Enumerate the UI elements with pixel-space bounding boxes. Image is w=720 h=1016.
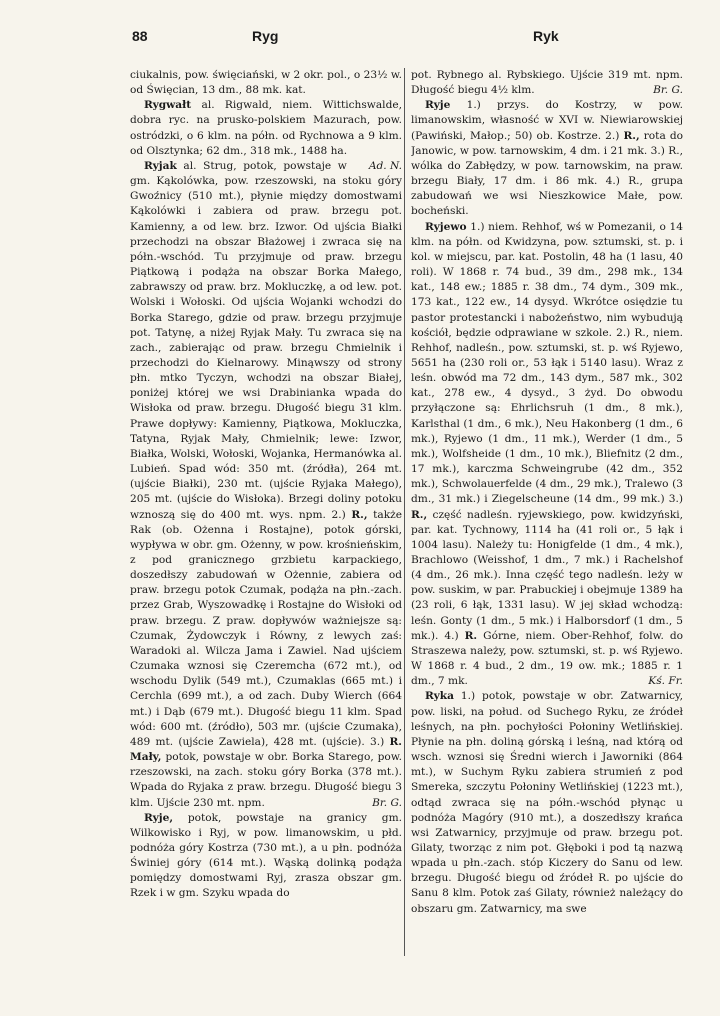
entry-author: Br. G.: [653, 84, 683, 97]
column-divider: [404, 68, 405, 956]
entry-ryjak: [130, 159, 402, 811]
entry-headword: R.,: [351, 508, 368, 521]
entry-text: al. Rigwald, niem. Wittichswalde, dobra ryc. na prusko-polskiem Mazurach, pow. ostródzki, o 6 klm. na półn. od Rychnowa a 9 klm. od Olsztynka; 62 dm., 318 mk., 1488 ha.: [130, 99, 402, 157]
entry-text: 1.) przys. do Kostrzy, w pow. limanowskim, własność w XVI w. Niewiarowskiej (Pawiński, Małop.; 50) ob. Kostrze. 2.): [411, 99, 683, 142]
right-catchword: Ryk: [533, 28, 559, 44]
page-number: 88: [132, 28, 148, 44]
right-column: [411, 68, 683, 1000]
entry-ryje: [130, 811, 402, 902]
entry-headword: Rygwałt: [144, 99, 192, 112]
entry-ryka: [411, 689, 683, 916]
entry-ryjewo: [411, 220, 683, 690]
entry-headword: R.,: [623, 129, 640, 142]
entry-ryje-2: [411, 98, 683, 219]
entry-continuation: [130, 68, 402, 98]
entry-text: pot. Rybnego al. Rybskiego. Ujście 319 mt. npm. Długość biegu 4½ klm.: [411, 69, 683, 97]
entry-text: potok, powstaje w obr. Borka Starego, pow. rzeszowski, na zach. stoku góry Borka (378 mt.). Wpada do Ryjaka z praw. brzegu. Długość biegu 3 klm. Ujście 230 mt. npm.: [130, 751, 402, 809]
entry-headword: R. Mały,: [130, 735, 402, 764]
entry-headword: R.: [464, 629, 478, 642]
entry-text: potok, powstaje na granicy gm. Wilkowisko i Ryj, w pow. limanowskim, u płd. podnóża góry Kostrza (730 mt.), a u płn. podnóża Świniej góry (614 mt.). Wąską dolinką podąża pomiędzy domostwami Ryj, zrasza obszar gm. Rzek i w gm. Szyku wpada do: [130, 811, 402, 900]
entry-text: także Rak (ob. Ożenna i Rostajne), potok górski, wypływa w obr. gm. Ożenny, w pow. krośnieńskim, z pod granicznego grzbietu karpackiego, doszedłszy zabudowań w Ożennie, zabiera od praw. brzegu potok Czumak, podąża na płn.-zach. przez Grab, Wyszowadkę i Rostajne do Wisłoki od praw. brzegu. Z praw. dopływów ważniejsze są: Czumak, Żydowczyk i Równy, z lewych zaś: Waradoki al. Wilcza Jama i Zawiel. Nad ujściem Czumaka wznosi się Czeremcha (672 mt.), od wschodu Dylik (549 mt.), Czumaklas (665 mt.) i Cerchla (699 mt.), a od zach. Duby Wierch (664 mt.) i Dąb (679 mt.). Długość biegu 11 klm. Spad wód: 600 mt. (źródło), 503 mr. (ujście Czumaka), 489 mt. (ujście Zawiela), 428 mt. (ujście). 3.): [130, 508, 402, 748]
entry-headword: Ryjak: [144, 159, 177, 172]
left-column: [130, 68, 402, 1000]
entry-text: 1.) niem. Rehhof, wś w Pomezanii, o 14 klm. na półn. od Kwidzyna, pow. sztumski, st. p. i kol. w miejscu, par. kat. Postolin, 48 ha (1 lasu, 40 roli). W 1868 r. 74 bud., 39 dm., 298 mk., 134 kat., 148 ew.; 1885 r. 38 dm., 74 dym., 309 mk., 173 kat., 122 ew., 14 dysyd. Wkrótce osiędzie tu pastor protestancki i nabożeństwo, nim wybudują kościół, będzie odprawiane w szkole. 2.) R., niem. Rehhof, nadleśn., pow. sztumski, st. p. wś Ryjewo, 5651 ha (230 roli or., 53 łąk i 5140 lasu). Wraz z leśn. obwód ma 72 dm., 143 dym., 587 mk., 302 kat., 278 ew., 4 dysyd., 3 żyd. Do obwodu przyłączone są: Ehrlichsruh (1 dm., 8 mk.), Karlsthal (1 dm., 6 mk.), Neu Hakonberg (1 dm., 6 mk.), Ryjewo (1 dm., 11 mk.), Werder (1 dm., 5 mk.), Wolfsheide (1 dm., 10 mk.), Bliefnitz (2 dm., 17 mk.), karczma Schweingrube (42 dm., 352 mk.), Schwolauerfelde (4 dm., 29 mk.), Tralewo (3 dm., 31 mk.) i Ziegelscheune (14 dm., 99 mk.) 3.): [411, 220, 683, 506]
entry-text: część nadleśn. ryjewskiego, pow. kwidzyński, par. kat. Tychnowy, 1114 ha (41 roli or., 5 łąk i 1004 lasu). Należy tu: Honigfelde (1 dm., 4 mk.), Brachlowo (Weisshof, 1 dm., 7 mk.) i Rachelshof (4 dm., 26 mk.). Inna część tego nadleśn. leży w pow. suskim, w par. Prabuckiej i obejmuje 1389 ha (23 roli, 6 łąk, 1331 lasu). W jej skład wchodzą: leśn. Gonty (1 dm., 5 mk.) i Halborsdorf (1 dm., 5 mk.). 4.): [411, 508, 683, 642]
entry-continuation: [411, 68, 683, 98]
entry-author: Kś. Fr.: [648, 675, 683, 688]
left-catchword: Ryg: [252, 28, 279, 44]
entry-text: al. Strug, potok, powstaje w gm. Kąkolówka, pow. rzeszowski, na stoku góry Gwoźnicy (510 mt.), płynie między domostwami Kąkolówki i zabiera od praw. brzegu pot. Kamienny, a od lew. brz. Izwor. Od ujścia Białki przechodzi na obszar Błażowej i zwraca się na półn.-wschód. Tu przyjmuje od praw. brzegu Piątkową i podąża na obszar Borka Małego, zabrawszy od praw. brz. Mokluczkę, a od lew. pot. Wolski i Wołoski. Od ujścia Wojanki wchodzi do Borka Starego, gdzie od praw. brzegu przyjmuje pot. Tatynę, a niżej Ryjak Mały. Tu zwraca się na zach., zabierając od praw. brzegu Chmielnik i przechodzi do Kielnarowy. Minąwszy od strony płn. mtko Tyczyn, wchodzi na obszar Białej, poniżej której we wsi Drabinianka wpada do Wisłoka od praw. brzegu. Długość biegu 31 klm. Prawe dopływy: Kamienny, Piątkowa, Mokluczka, Tatyna, Ryjak Mały, Chmielnik; lewe: Izwor, Białka, Wolski, Wołoski, Wojanka, Hermanówka al. Lubień. Spad wód: 350 mt. (źródła), 264 mt. (ujście Białki), 230 mt. (ujście Ryjaka Małego), 205 mt. (ujście do Wisłoka). Brzegi doliny potoku wznoszą się do 400 mt. wys. npm. 2.): [130, 159, 402, 521]
entry-headword: Ryje: [425, 99, 451, 112]
entry-headword: Ryka: [425, 690, 454, 703]
entry-text: ciukalnis, pow. święciański, w 2 okr. pol., o 23½ w. od Święcian, 13 dm., 88 mk. kat.: [130, 69, 402, 97]
entry-text: 1.) potok, powstaje w obr. Zatwarnicy, pow. liski, na połud. od Suchego Ryku, ze źródeł leśnych, na płn. pochyłości Połoniny Wetlińskiej. Płynie na płn. doliną górską i leśną, nad którą od wsch. wznosi się Średni wierch i Jaworniki (864 mt.), w Suchym Ryku zabiera strumień z pod Smereka, szczytu Połoniny Wetlińskiej (1223 mt.), odtąd zwraca się na półn.-wschód płynąc u podnóża Magóry (910 mt.), a doszedłszy krańca wsi Zatwarnicy, przyjmuje od praw. brzegu pot. Gilaty, tworząc z nim pot. Głęboki i pod tą nazwą wpada u płn.-zach. stóp Kiczery do Sanu od lew. brzegu. Długość biegu od źródeł R. po ujście do Sanu 8 klm. Potok zaś Gilaty, również należący do obszaru gm. Zatwarnicy, ma swe: [411, 690, 683, 915]
entry-text: rota do Janowic, w pow. tarnowskim, 4 dm. i 21 mk. 3.) R., wólka do Zabłędzy, w pow. tarnowskim, na praw. brzegu Biały, 17 dm. i 86 mk. 4.) R., grupa zabudowań we wsi Nieszkowice Małe, pow. bocheński.: [411, 129, 683, 218]
entry-headword: Ryje,: [144, 811, 174, 824]
entry-headword: R.,: [411, 508, 428, 521]
entry-headword: Ryjewo: [425, 220, 467, 233]
entry-author: Ad. N.: [368, 159, 402, 172]
entry-text: Górne, niem. Ober-Rehhof, folw. do Straszewa należy, pow. sztumski, st. p. wś Ryjewo. W 1868 r. 4 bud., 2 dm., 19 ow. mk.; 1885 r. 1 dm., 7 mk.: [411, 629, 683, 688]
entry-author: Br. G.: [372, 796, 402, 809]
running-header: [0, 28, 720, 52]
